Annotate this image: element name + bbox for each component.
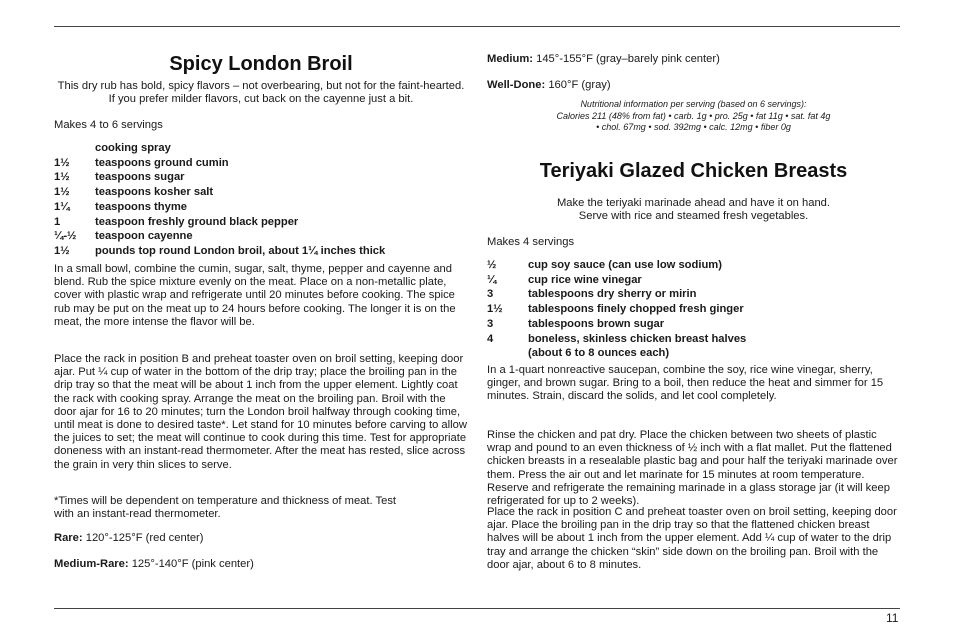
page-number: 11 — [886, 611, 899, 625]
ingredient-qty: ¼-½ — [54, 230, 77, 243]
nutrition-line: • chol. 67mg • sod. 392mg • calc. 12mg • fiber 0g — [596, 122, 791, 132]
recipe-title-teriyaki: Teriyaki Glazed Chicken Breasts — [539, 160, 848, 182]
temp-well-done — [487, 79, 611, 92]
temp-label: Medium: — [487, 53, 533, 65]
ingredient-desc: teaspoons thyme — [95, 200, 188, 213]
ingredient-list — [54, 141, 468, 259]
top-rule — [54, 26, 900, 27]
recipe-intro: This dry rub has bold, spicy flavors – not overbearing, but not for the faint-hearted. If you prefer milder flavors, cut back on the cayenne just a bit. — [57, 80, 465, 106]
ingredient-row — [487, 287, 900, 302]
ingredient-row — [54, 170, 468, 185]
timing-note: *Times will be dependent on temperature and thickness of meat. Test with an instant-read thermometer. — [54, 495, 397, 521]
ingredient-qty: ¼ — [487, 273, 497, 286]
ingredient-qty: 1½ — [54, 244, 70, 257]
ingredient-qty — [487, 346, 528, 361]
servings-text: Makes 4 servings — [487, 236, 575, 248]
ingredient-qty: 1½ — [54, 156, 70, 169]
instructions-paragraph: In a small bowl, combine the cumin, sugar, salt, thyme, pepper and cayenne and blend. Rub the spice mixture evenly on the meat. Place on a non-metallic plate, cover with plastic wrap and refrigerate until 20 minutes before cooking. The spice rub may be put on the meat up to 24 hours before cooking. The longer it is on the meat, the more intense the flavor will be. — [54, 263, 456, 328]
ingredient-qty: 1¼ — [54, 200, 70, 213]
ingredient-row — [54, 200, 468, 215]
ingredient-row — [487, 302, 900, 317]
ingredient-desc: teaspoon cayenne — [95, 230, 193, 243]
ingredient-row — [487, 317, 900, 332]
instructions-paragraph: Place the rack in position B and preheat toaster oven on broil setting, keeping door ajar. Put ¼ cup of water in the bottom of the drip tray; place the broiling pan in the drip tray so that the meat will be about 1 inch from the upper element. Lightly coat the rack with cooking spray. Arrange the meat on the broiling pan. Broil with the door ajar for 16 to 20 minutes; turn the London broil halfway through cooking time, until meat is done to desired taste*. Let stand for 10 minutes before carving to allow the juices to set; the meat will continue to cook during this time. Test for appropriate doneness with an instant-read thermometer. After the meat has rested, slice across the grain in very thin slices to serve. — [54, 353, 467, 471]
nutrition-info — [487, 99, 900, 134]
ingredient-row — [54, 141, 468, 156]
temp-label: Well-Done: — [487, 79, 546, 91]
ingredient-desc: tablespoons finely chopped fresh ginger — [528, 303, 744, 316]
recipe-title-london-broil: Spicy London Broil — [169, 53, 353, 75]
ingredient-desc: cup soy sauce (can use low sodium) — [528, 259, 722, 271]
temp-rare — [54, 532, 204, 545]
temp-medium-rare — [54, 558, 254, 571]
ingredient-row — [487, 346, 900, 361]
ingredient-desc: pounds top round London broil, about 1¼ inches thick — [95, 244, 386, 257]
ingredient-desc: teaspoon freshly ground black pepper — [95, 215, 299, 228]
instructions-paragraph: Rinse the chicken and pat dry. Place the chicken between two sheets of plastic wrap and pound to an even thickness of ½ inch with a flat mallet. Put the flattened chicken breasts in a resealable plastic bag and pour half the teriyaki marinade over them. Press the air out and let marinate for 15 minutes at room temperature. Reserve and refrigerate the remaining marinade in a glass storage jar (it will keep refrigerated for up to 2 weeks). — [487, 429, 898, 508]
ingredient-row — [487, 332, 900, 347]
temp-value: 145°-155°F (gray–barely pink center) — [536, 53, 720, 65]
ingredient-desc: tablespoons dry sherry or mirin — [528, 288, 697, 301]
ingredient-qty — [54, 141, 95, 156]
ingredient-qty: 3 — [487, 288, 494, 301]
instructions-paragraph: In a 1-quart nonreactive saucepan, combine the soy, rice wine vinegar, sherry, ginger, and brown sugar. Bring to a boil, then reduce the heat and simmer for 15 minutes. Strain, discard the solids, and let cool completely. — [487, 364, 884, 403]
intro-line: Serve with rice and steamed fresh vegetables. — [578, 210, 809, 223]
nutrition-line: Nutritional information per serving (based on 6 servings): — [580, 99, 807, 109]
ingredient-desc: cooking spray — [95, 142, 171, 154]
ingredient-row — [487, 273, 900, 288]
ingredient-desc: teaspoons ground cumin — [95, 156, 229, 169]
ingredient-row — [54, 215, 468, 230]
nutrition-line: Calories 211 (48% from fat) • carb. 1g • pro. 25g • fat 11g • sat. fat 4g — [556, 110, 831, 121]
ingredient-row — [487, 258, 900, 273]
instructions-paragraph: Place the rack in position C and preheat toaster oven on broil setting, keeping door ajar. Place the broiling pan in the drip tray so that the flattened chicken breast halves will be about 1 inch from the upper element. Add ¼ cup of water to the drip tray and arrange the chicken “skin” side down on the broiling pan. Broil with the door ajar, about 6 to 8 minutes. — [487, 506, 897, 571]
ingredient-desc: tablespoons brown sugar — [528, 317, 665, 330]
ingredient-qty: 1½ — [54, 171, 70, 184]
ingredient-row — [54, 156, 468, 171]
ingredient-desc: boneless, skinless chicken breast halves — [528, 332, 747, 345]
ingredient-row — [54, 229, 468, 244]
ingredient-desc: teaspoons sugar — [95, 171, 185, 184]
ingredient-qty: ½ — [487, 259, 497, 271]
ingredient-row — [54, 244, 468, 259]
temp-medium — [487, 53, 720, 66]
intro-line: Make the teriyaki marinade ahead and have it on hand. — [556, 197, 831, 209]
temp-label: Rare: — [54, 532, 83, 544]
ingredient-list — [487, 258, 900, 361]
ingredient-qty: 3 — [487, 317, 494, 330]
temp-value: 125°-140°F (pink center) — [131, 558, 254, 570]
recipe-intro — [487, 197, 900, 223]
ingredient-desc: teaspoons kosher salt — [95, 186, 214, 199]
bottom-rule — [54, 608, 900, 609]
ingredient-qty: 4 — [487, 332, 494, 345]
servings-text: Makes 4 to 6 servings — [54, 119, 163, 131]
ingredient-desc: (about 6 to 8 ounces each) — [528, 347, 670, 360]
ingredient-qty: 1½ — [487, 303, 503, 316]
temp-value: 160°F (gray) — [548, 79, 611, 91]
ingredient-qty: 1 — [54, 215, 61, 228]
ingredient-desc: cup rice wine vinegar — [528, 273, 642, 286]
ingredient-qty: 1½ — [54, 186, 70, 199]
temp-value: 120°-125°F (red center) — [85, 532, 204, 544]
ingredient-row — [54, 185, 468, 200]
temp-label: Medium-Rare: — [54, 558, 129, 570]
